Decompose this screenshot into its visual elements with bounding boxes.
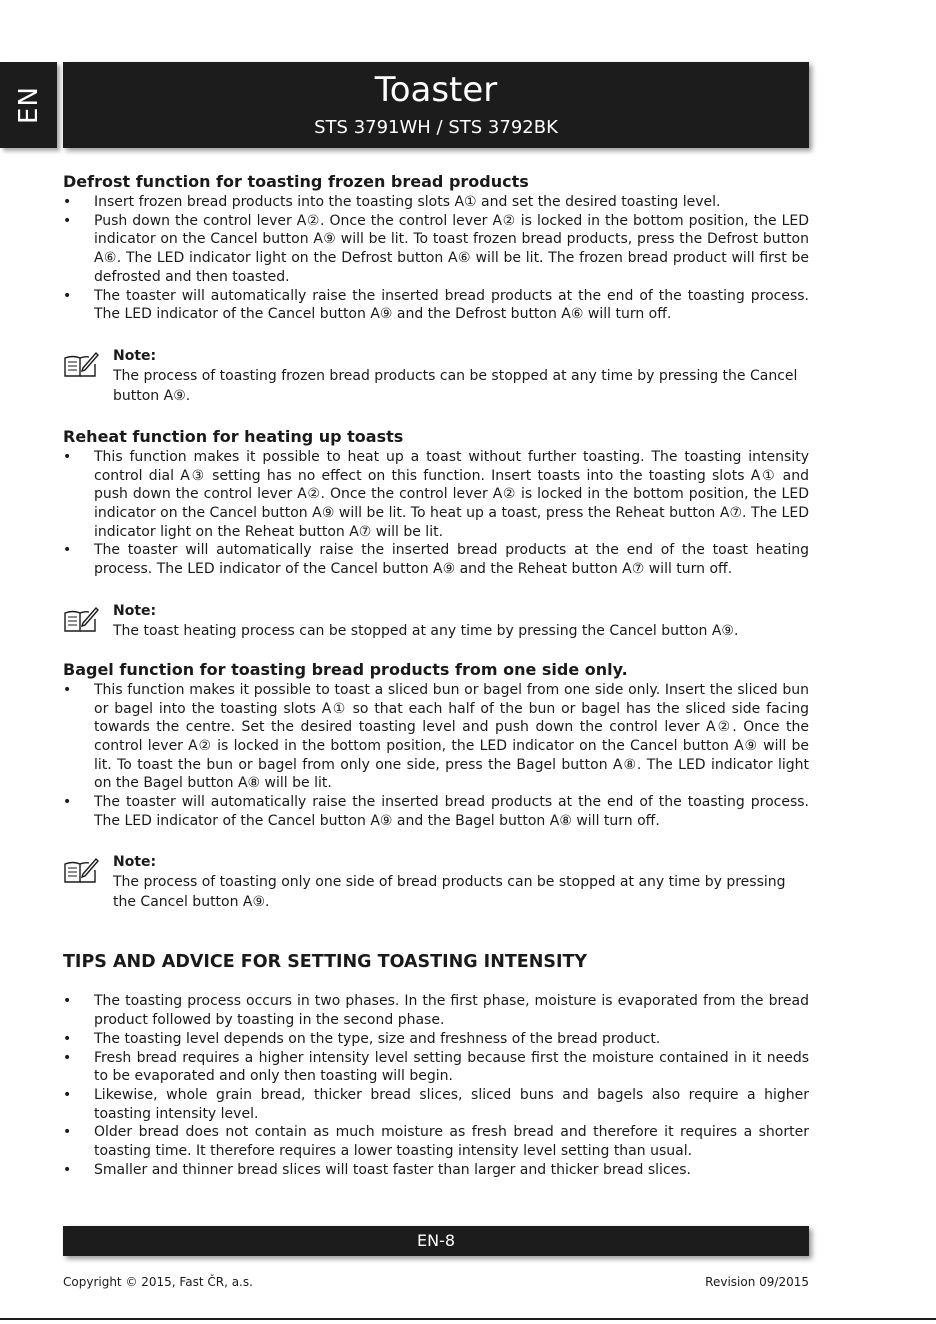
list-item: • This function makes it possible to toast a sliced bun or bagel from one side only. Insert the sliced bun or bagel into the toasting slots A① so that each half of the bun or bagel has the sliced side facing towards the centre. Set the desired toasting level and push down the control lever A②. Once the control lever A② is locked in the bottom position, the LED indicator on the Cancel button A⑨ will be lit. To toast the bun or bagel from only one side, press the Bagel button A⑧. The LED indicator light on the Bagel button A⑧ will be lit.: [63, 681, 809, 793]
reheat-bullet-list: [63, 448, 809, 579]
list-item: • The toasting level depends on the type, size and freshness of the bread product.: [63, 1030, 809, 1049]
note-text: The process of toasting only one side of bread products can be stopped at any time by pressing the Cancel button A⑨.: [113, 874, 786, 911]
list-item: • Insert frozen bread products into the toasting slots A① and set the desired toasting level.: [63, 193, 809, 212]
bagel-heading: Bagel function for toasting bread products from one side only.: [63, 659, 628, 679]
bagel-note: [63, 852, 809, 912]
list-item: • Fresh bread requires a higher intensity level setting because first the moisture contained in it needs to be evaporated and only then toasting will begin.: [63, 1049, 809, 1086]
note-text: The process of toasting frozen bread products can be stopped at any time by pressing the Cancel button A⑨.: [113, 367, 798, 404]
list-item: • The toaster will automatically raise the inserted bread products at the end of the toast heating process. The LED indicator of the Cancel button A⑨ and the Reheat button A⑦ will turn off.: [63, 541, 809, 578]
copyright-text: Copyright © 2015, Fast ČR, a.s.: [63, 1275, 253, 1289]
page-title: Toaster: [374, 70, 498, 110]
list-item: • The toasting process occurs in two phases. In the first phase, moisture is evaporated from the bread product followed by toasting in the second phase.: [63, 992, 809, 1029]
list-item: • Push down the control lever A②. Once the control lever A② is locked in the bottom position, the LED indicator on the Cancel button A⑨ will be lit. To toast frozen bread products, press the Defrost button A⑥. The LED indicator light on the Defrost button A⑥ will be lit. The frozen bread product will first be defrosted and then toasted.: [63, 212, 809, 287]
open-book-pencil-icon: [63, 605, 99, 633]
bottom-rule: [0, 1318, 936, 1320]
model-numbers: STS 3791WH / STS 3792BK: [314, 117, 558, 138]
defrost-bullet-list: [63, 193, 809, 324]
note-label: Note:: [113, 602, 157, 619]
defrost-heading: Defrost function for toasting frozen bread products: [63, 172, 529, 191]
list-item: • Smaller and thinner bread slices will toast faster than larger and thicker bread slices.: [63, 1161, 809, 1180]
reheat-heading: Reheat function for heating up toasts: [63, 426, 404, 446]
main-content: [63, 171, 809, 1180]
defrost-section: [63, 171, 809, 406]
page-number-bar: [63, 1226, 809, 1256]
list-item: • Likewise, whole grain bread, thicker bread slices, sliced buns and bagels also require a higher toasting intensity level.: [63, 1086, 809, 1123]
bagel-bullet-list: [63, 681, 809, 831]
tips-bullet-list: [63, 992, 809, 1179]
page-header: [63, 62, 809, 148]
revision-text: Revision 09/2015: [705, 1275, 809, 1289]
tips-section: [63, 950, 809, 1179]
page-number: EN-8: [416, 1231, 456, 1250]
list-item: • Older bread does not contain as much moisture as fresh bread and therefore it requires a shorter toasting time. It therefore requires a lower toasting intensity level setting than usual.: [63, 1123, 809, 1160]
note-text: The toast heating process can be stopped at any time by pressing the Cancel button A⑨.: [113, 622, 739, 639]
list-item: • The toaster will automatically raise the inserted bread products at the end of the toasting process. The LED indicator of the Cancel button A⑨ and the Defrost button A⑥ will turn off.: [63, 287, 809, 324]
language-tab: [0, 62, 57, 148]
reheat-section: [63, 426, 809, 641]
list-item: • This function makes it possible to heat up a toast without further toasting. The toasting intensity control dial A③ setting has no effect on this function. Insert toasts into the toasting slots A① and push down the control lever A②. Once the control lever A② is locked in the bottom position, the LED indicator on the Cancel button A⑨ will be lit. To heat up a toast, press the Reheat button A⑦. The LED indicator light on the Reheat button A⑦ will be lit.: [63, 448, 809, 542]
list-item: • The toaster will automatically raise the inserted bread products at the end of the toasting process. The LED indicator of the Cancel button A⑨ and the Bagel button A⑧ will turn off.: [63, 793, 809, 830]
tips-heading: TIPS AND ADVICE FOR SETTING TOASTING INTENSITY: [63, 952, 588, 973]
open-book-pencil-icon: [63, 350, 99, 378]
note-label: Note:: [113, 347, 157, 364]
language-tab-label: EN: [13, 86, 44, 124]
bagel-section: [63, 659, 809, 913]
open-book-pencil-icon: [63, 856, 99, 884]
note-label: Note:: [113, 854, 157, 871]
reheat-note: [63, 601, 809, 641]
defrost-note: [63, 346, 809, 406]
